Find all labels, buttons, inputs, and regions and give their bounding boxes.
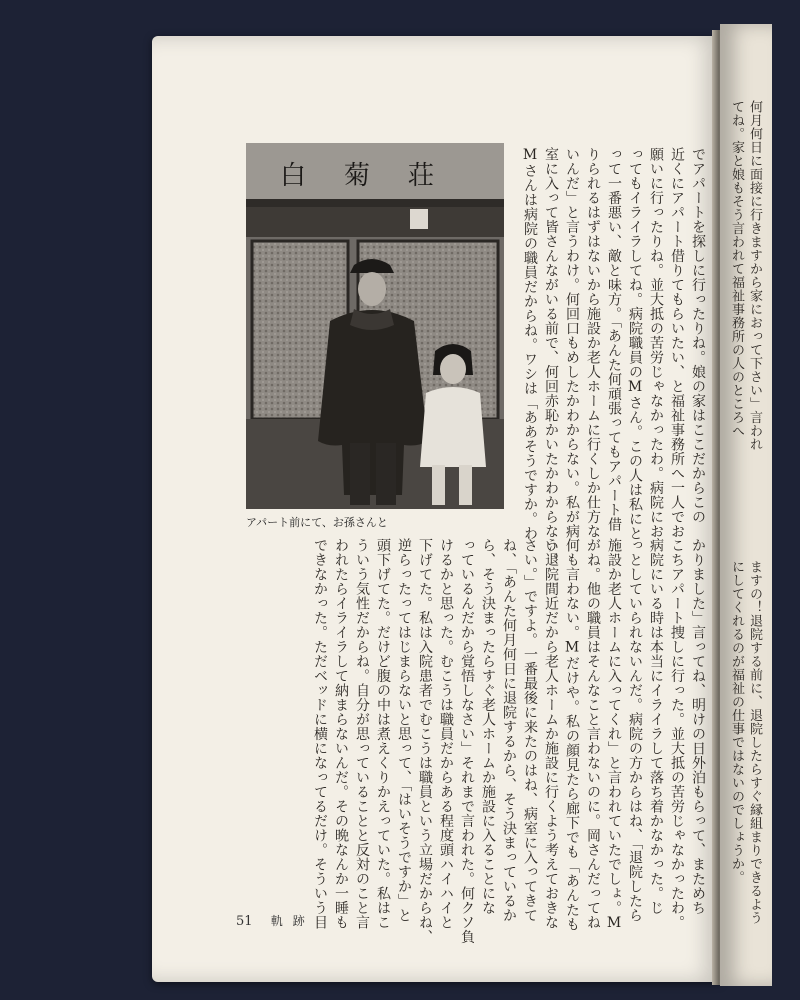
right-page-column-1: 何月何日に面接に行きますから家におって下さい」言われ bbox=[747, 100, 762, 451]
text-column: かりました」言ってね、明けの日外泊もらって、まためち bbox=[690, 538, 706, 915]
text-column: 頭下げてた。だけど腹の中は煮えくりかえっていた。私はこ bbox=[375, 538, 391, 930]
right-page-column-4: にしてくれるのが福祉の仕事ではないのでしょうか。 bbox=[729, 560, 744, 884]
page-footer bbox=[236, 912, 315, 929]
text-column: 病院にいる時は本当にイライラして落ち着かなかった。じ bbox=[648, 538, 664, 915]
right-page-column-3: ますの！退院する前に、退院したらすぐ縁組まりできるよう bbox=[747, 560, 762, 925]
text-column: りられるはずはないから施設か老人ホームに行くしか仕方な bbox=[585, 147, 601, 539]
photo-caption: アパート前にて、お孫さんと bbox=[246, 516, 388, 529]
text-column: でアパートを探しに行ったりね。娘の家はここだからこの bbox=[690, 147, 706, 524]
text-column: さい。」ですよ。一番最後に来たのはね、病室に入ってきて bbox=[522, 538, 538, 923]
page-number: 51 bbox=[236, 914, 253, 929]
text-column: 近くにアパート借りてもらいたい、と福祉事務所へ一人でお bbox=[669, 147, 685, 539]
text-column: ってもイライラしてね。病院職員のMさん。この人は私にと bbox=[627, 147, 643, 541]
text-column: っているんだから覚悟しなさい」それまで言われた。何クソ負 bbox=[459, 538, 475, 944]
text-column: 室に入って皆さんながいる前で、何回赤恥かいたかわからない。 bbox=[543, 147, 559, 568]
text-column: ら、そう決まったらすぐ老人ホームか施設に入ることにな bbox=[480, 538, 496, 915]
text-column: 逆らったってはじまらないと思って、「はいそうですか」と bbox=[396, 538, 412, 923]
text-column: できなかった。ただベッドに横になってるだけ。そういう目 bbox=[312, 538, 328, 930]
text-column: って一番悪い、敵と味方。「あんた何頑張ってもアパート借 bbox=[606, 147, 622, 532]
text-column: こちアパート捜しに行った。並大抵の苦労じゃなかったわ。 bbox=[669, 538, 685, 930]
text-column: けるかと思った。むこうは職員だからある程度頭ハイハイと bbox=[438, 538, 454, 930]
text-column: ね、「あんた何月何日に退院するから、そう決まっているか bbox=[501, 538, 517, 923]
text-column: いんだ」と言うわけ。何回口もめしたかわからない。私が病 bbox=[564, 147, 580, 539]
sign-text: 白菊荘 bbox=[279, 161, 472, 191]
text-column: がね。他の職員はそんなこと言わないのに。岡さんだってね bbox=[585, 538, 601, 930]
text-column: 願いに行ったりね。並大抵の苦労じゃなかったわ。病院にお bbox=[648, 147, 664, 539]
text-column: ういう気性だからね。自分が思っていることと反対のこと言 bbox=[354, 538, 370, 930]
book-page-right bbox=[720, 24, 772, 986]
text-column: 施設か老人ホームに入ってくれ」と言われていたでしょ。M bbox=[606, 538, 622, 932]
text-column: っとしていられないんだ。病院の方からはね、「退院したら bbox=[627, 538, 643, 923]
text-column: 下げてた。私は入院患者でむこうは職員という立場だからね、 bbox=[417, 538, 433, 944]
text-column: われたらイライラして納まらないんだ。その晩なんか一睡も bbox=[333, 538, 349, 930]
running-title: 軌跡 bbox=[270, 914, 315, 928]
right-page-column-2: てね。家と娘もそう言われて福祉事務所の人のところへ bbox=[729, 100, 744, 438]
text-column: 何も言わない。Mだけや。私の顔見たら廊下でも「あんたも bbox=[564, 538, 580, 932]
photo-grandfather-and-grandchild bbox=[246, 143, 504, 509]
text-column: う退院間近だから老人ホームか施設に行くよう考えておきな bbox=[543, 538, 559, 930]
text-column: Mさんは病院の職員だからね。ワシは「ああそうですか。わ bbox=[522, 147, 538, 541]
